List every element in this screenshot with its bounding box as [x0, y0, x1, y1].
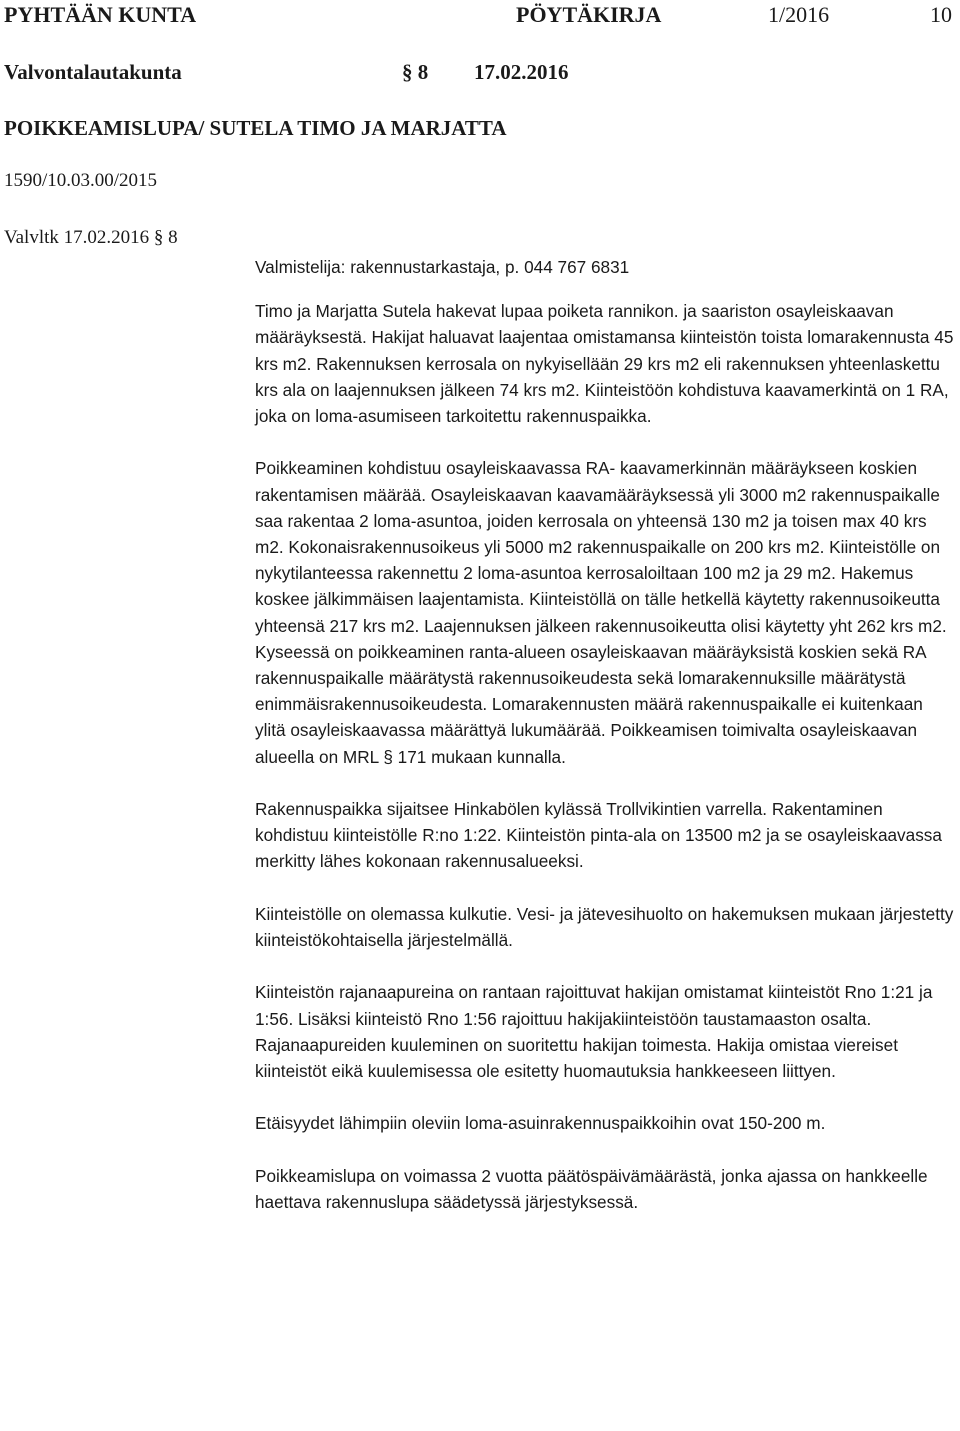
paragraph-application: Timo ja Marjatta Sutela hakevat lupaa poiketa rannikon. ja saariston osayleiskaavan määräyksestä. Hakijat haluavat laajentaa omistamansa kiinteistön toista lomarakennusta 45 krs m2. Rakennuksen kerrosala on nykyisellään 29 krs m2 eli rakennuksen yhteenlaskettu krs ala on laajennuksen jälkeen 74 krs m2. Kiinteistöön kohdistuva kaavamerkintä on 1 RA, joka on loma-asumiseen tarkoitettu rakennuspaikka. — [255, 301, 954, 427]
page-number: 10 — [930, 2, 952, 27]
item-title: POIKKEAMISLUPA/ SUTELA TIMO JA MARJATTA — [4, 116, 507, 140]
document-body — [255, 254, 955, 1215]
document-number: 1/2016 — [768, 2, 830, 27]
paragraph-deviation: Poikkeaminen kohdistuu osayleiskaavassa RA- kaavamerkinnän määräykseen koskien rakentamisen määrää. Osayleiskaavan kaavamääräyksessä yli 3000 m2 rakennuspaikalle saa rakentaa 2 loma-asuntoa, joiden kerrosala on yhteensä 130 m2 ja toisen max 40 krs m2. Kokonaisrakennusoikeus yli 5000 m2 rakennuspaikalle on 200 krs m2. Kiinteistölle on nykytilanteessa rakennettu 2 loma-asuntoa kerrosaloiltaan 100 m2 ja 29 m2. Hakemus koskee jälkimmäisen laajentamista. Kiinteistöllä on tälle hetkellä käytetty rakennusoikeutta yhteensä 217 krs m2. Laajennuksen jälkeen rakennusoikeutta olisi käytetty yht 262 krs m2. Kyseessä on poikkeaminen ranta-alueen osayleiskaavan määräyksistä koskien sekä RA rakennuspaikalle määrätystä rakennusoikeudesta sekä lomarakennuksille määrätystä enimmäisrakennusoikeudesta. Lomarakennusten määrä rakennuspaikalle ei kuitenkaan ylitä osayleiskaavassa määrättyä lukumäärää. Poikkeamisen toimivalta osayleiskaavan alueella on MRL § 171 mukaan kunnalla. — [255, 458, 947, 767]
paragraph-neighbours: Kiinteistön rajanaapureina on rantaan rajoittuvat hakijan omistamat kiinteistöt Rno 1:21 ja 1:56. Lisäksi kiinteistö Rno 1:56 rajoittuu hakijakiinteistöön taustamaaston osalta. Rajanaapureiden kuuleminen on suoritettu hakijan toimesta. Hakija omistaa viereiset kiinteistöt eikä kuulemisessa ole esitetty huomautuksia hankkeeseen liittyen. — [255, 982, 933, 1082]
meeting-line — [4, 60, 704, 88]
paragraph-distances: Etäisyydet lähimpiin oleviin loma-asuinrakennuspaikkoihin ovat 150-200 m. — [255, 1113, 826, 1134]
meeting-reference: Valvltk 17.02.2016 § 8 — [4, 227, 178, 248]
paragraph-access: Kiinteistölle on olemassa kulkutie. Vesi- ja jätevesihuolto on hakemuksen mukaan järjestetty kiinteistökohtaisella järjestelmällä. — [255, 903, 954, 951]
meeting-date: 17.02.2016 — [474, 60, 569, 84]
section-number: § 8 — [402, 60, 429, 84]
diary-number: 1590/10.03.00/2015 — [4, 170, 158, 191]
preparer-line: Valmistelija: rakennustarkastaja, p. 044 767 6831 — [255, 257, 630, 277]
paragraph-location: Rakennuspaikka sijaitsee Hinkabölen kylässä Trollvikintien varrella. Rakentaminen kohdistuu kiinteistölle R:no 1:22. Kiinteistön pinta-ala on 13500 m2 ja se osayleiskaavassa merkitty lähes kokonaan rakennusalueeksi. — [255, 799, 942, 872]
page-header — [4, 2, 952, 30]
municipality-name: PYHTÄÄN KUNTA — [4, 2, 197, 27]
board-name: Valvontalautakunta — [4, 60, 182, 84]
document-type: PÖYTÄKIRJA — [516, 2, 662, 27]
paragraph-validity: Poikkeamislupa on voimassa 2 vuotta päätöspäivämäärästä, jonka ajassa on hankkeelle haettava rakennuslupa säädetyssä järjestyksessä. — [255, 1165, 928, 1213]
